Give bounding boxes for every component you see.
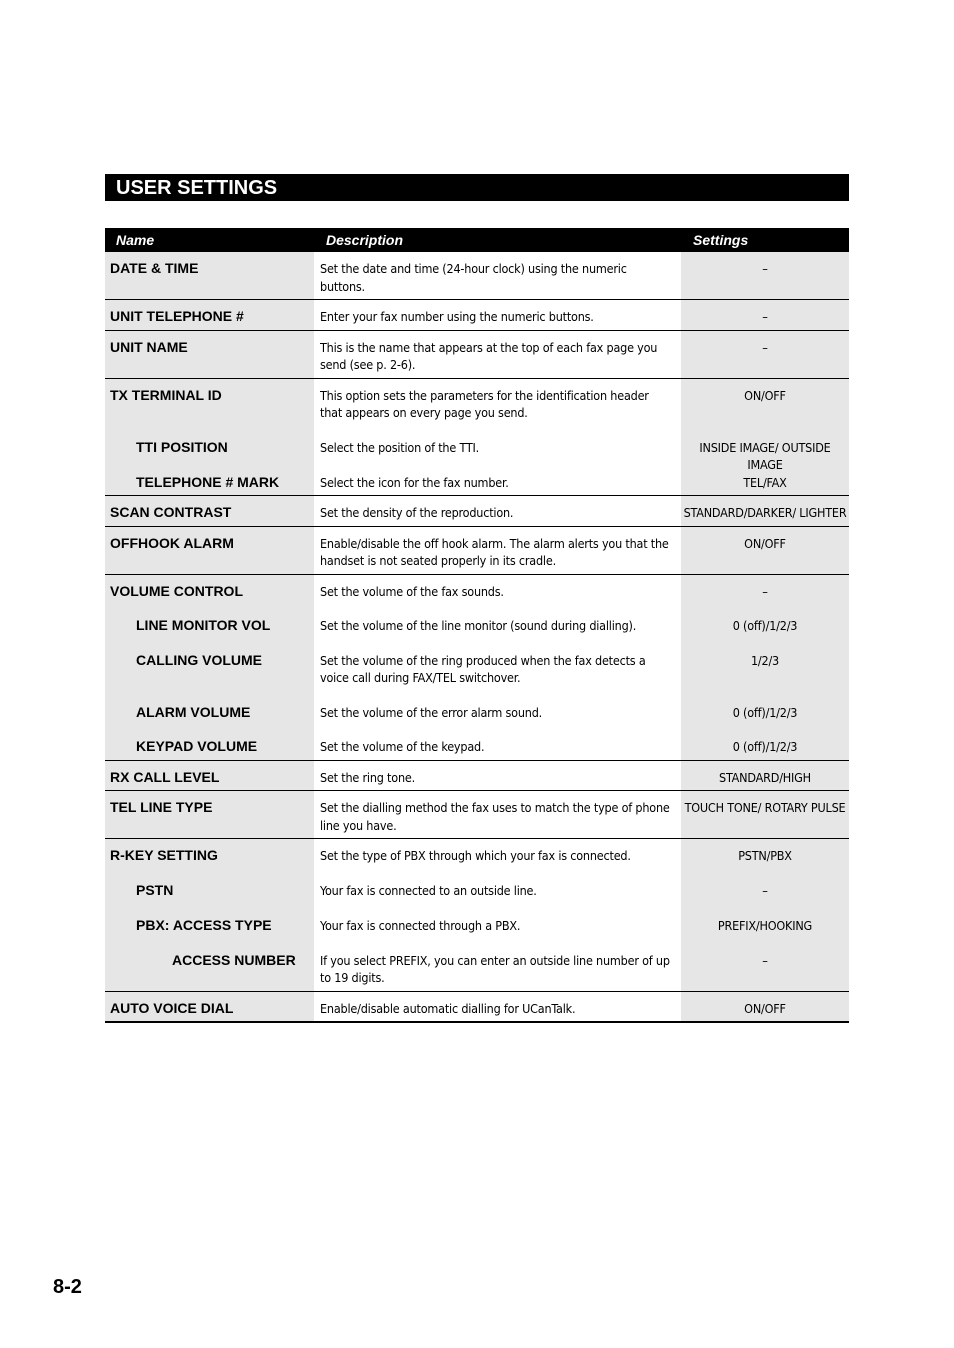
setting-description: Set the volume of the fax sounds. <box>320 583 504 599</box>
setting-name: TTI POSITION <box>136 438 228 455</box>
setting-options: TEL/FAX <box>743 474 787 490</box>
name-cell <box>105 991 314 1022</box>
description-cell <box>314 791 681 839</box>
setting-name: TELEPHONE # MARK <box>136 473 280 490</box>
description-cell <box>314 760 681 791</box>
section-title: USER SETTINGS <box>116 177 278 199</box>
setting-options: ON/OFF <box>744 1000 786 1016</box>
setting-description: Set the dialling method the fax uses to match the type of phone line you have. <box>320 800 670 833</box>
description-cell <box>314 526 681 574</box>
settings-cell <box>681 526 849 574</box>
name-cell <box>105 791 314 839</box>
setting-description: Enable/disable automatic dialling for UCanTalk. <box>320 1000 576 1016</box>
column-header-settings: Settings <box>681 228 849 252</box>
setting-description: Set the type of PBX through which your fax is connected. <box>320 848 631 863</box>
setting-name: VOLUME CONTROL <box>110 582 243 599</box>
name-cell <box>105 574 314 760</box>
setting-description: This option sets the parameters for the identification header that appears on every page you send. <box>320 387 649 420</box>
setting-options: 0 (off)/1/2/3 <box>732 739 798 754</box>
setting-description: Set the ring tone. <box>320 769 415 785</box>
setting-options: – <box>762 583 768 599</box>
table-row <box>105 330 849 378</box>
setting-options: – <box>762 339 768 355</box>
settings-cell <box>681 300 849 331</box>
setting-options: STANDARD/DARKER/ LIGHTER <box>683 505 847 520</box>
setting-options: – <box>762 952 768 968</box>
table-row <box>105 574 849 760</box>
setting-name: KEYPAD VOLUME <box>136 738 258 754</box>
setting-name: ACCESS NUMBER <box>172 951 296 968</box>
settings-cell <box>681 252 849 300</box>
setting-name: RX CALL LEVEL <box>110 768 220 785</box>
name-cell <box>105 252 314 300</box>
setting-description: Set the volume of the keypad. <box>320 739 485 754</box>
settings-cell <box>681 791 849 839</box>
table-row <box>105 991 849 1022</box>
column-header-description: Description <box>314 228 681 252</box>
page-number: 8-2 <box>53 1276 82 1298</box>
description-cell <box>314 991 681 1022</box>
settings-cell <box>681 760 849 791</box>
table-row <box>105 526 849 574</box>
setting-options: – <box>762 309 768 324</box>
setting-options: PSTN/PBX <box>738 848 792 863</box>
description-cell <box>314 252 681 300</box>
setting-options: PREFIX/HOOKING <box>717 918 813 933</box>
setting-options: 1/2/3 <box>750 652 780 668</box>
settings-cell <box>681 330 849 378</box>
setting-options: – <box>762 882 768 898</box>
description-cell <box>314 378 681 496</box>
setting-options: INSIDE IMAGE/ OUTSIDE IMAGE <box>699 439 831 472</box>
table-row <box>105 300 849 331</box>
description-cell <box>314 496 681 527</box>
table-row <box>105 378 849 496</box>
description-cell <box>314 574 681 760</box>
setting-options: – <box>762 261 768 276</box>
setting-description: Your fax is connected to an outside line. <box>320 882 537 898</box>
setting-description: Set the volume of the ring produced when the fax detects a voice call during FAX/TEL switchover. <box>320 652 646 685</box>
setting-options: TOUCH TONE/ ROTARY PULSE <box>684 800 846 815</box>
setting-name: TEL LINE TYPE <box>110 799 213 815</box>
description-cell <box>314 300 681 331</box>
setting-options: ON/OFF <box>744 535 786 551</box>
settings-cell <box>681 378 849 496</box>
settings-cell <box>681 496 849 527</box>
setting-description: Set the density of the reproduction. <box>320 505 514 520</box>
table-header-row <box>105 228 849 252</box>
setting-name: PSTN <box>136 881 174 898</box>
table-row <box>105 839 849 992</box>
setting-options: STANDARD/HIGH <box>719 769 811 785</box>
user-settings-table <box>105 228 849 1023</box>
setting-name: DATE & TIME <box>110 260 199 276</box>
table-row <box>105 496 849 527</box>
name-cell <box>105 496 314 527</box>
setting-name: SCAN CONTRAST <box>110 504 232 520</box>
setting-name: PBX: ACCESS TYPE <box>136 917 272 933</box>
table-row <box>105 791 849 839</box>
setting-name: OFFHOOK ALARM <box>110 534 234 551</box>
description-cell <box>314 839 681 992</box>
setting-description: Set the date and time (24-hour clock) using the numeric buttons. <box>320 261 627 294</box>
setting-description: If you select PREFIX, you can enter an outside line number of up to 19 digits. <box>320 952 670 985</box>
setting-options: ON/OFF <box>744 387 786 403</box>
settings-cell <box>681 839 849 992</box>
name-cell <box>105 330 314 378</box>
setting-name: CALLING VOLUME <box>136 651 262 668</box>
column-header-name: Name <box>105 228 314 252</box>
setting-description: Enable/disable the off hook alarm. The alarm alerts you that the handset is not seated properly in its cradle. <box>320 535 669 568</box>
setting-description: Enter your fax number using the numeric buttons. <box>320 309 594 324</box>
table-row <box>105 252 849 300</box>
name-cell <box>105 300 314 331</box>
setting-description: Set the volume of the error alarm sound. <box>320 704 543 720</box>
setting-name: AUTO VOICE DIAL <box>110 999 234 1016</box>
setting-name: LINE MONITOR VOL <box>136 617 271 633</box>
name-cell <box>105 760 314 791</box>
setting-options: 0 (off)/1/2/3 <box>732 704 798 720</box>
table-body <box>105 252 849 1022</box>
setting-name: R-KEY SETTING <box>110 847 218 863</box>
section-title-bar <box>105 174 849 201</box>
name-cell <box>105 378 314 496</box>
setting-options: 0 (off)/1/2/3 <box>732 618 798 633</box>
setting-name: UNIT NAME <box>110 338 188 355</box>
setting-description: Your fax is connected through a PBX. <box>320 918 521 933</box>
setting-description: This is the name that appears at the top of each fax page you send (see p. 2-6). <box>320 339 658 372</box>
setting-description: Set the volume of the line monitor (sound during dialling). <box>320 618 637 633</box>
setting-name: ALARM VOLUME <box>136 703 251 720</box>
table-row <box>105 760 849 791</box>
settings-cell <box>681 574 849 760</box>
name-cell <box>105 839 314 992</box>
setting-name: UNIT TELEPHONE # <box>110 308 244 324</box>
name-cell <box>105 526 314 574</box>
settings-cell <box>681 991 849 1022</box>
setting-description: Select the icon for the fax number. <box>320 474 509 490</box>
setting-description: Select the position of the TTI. <box>320 439 480 455</box>
description-cell <box>314 330 681 378</box>
setting-name: TX TERMINAL ID <box>110 386 222 403</box>
